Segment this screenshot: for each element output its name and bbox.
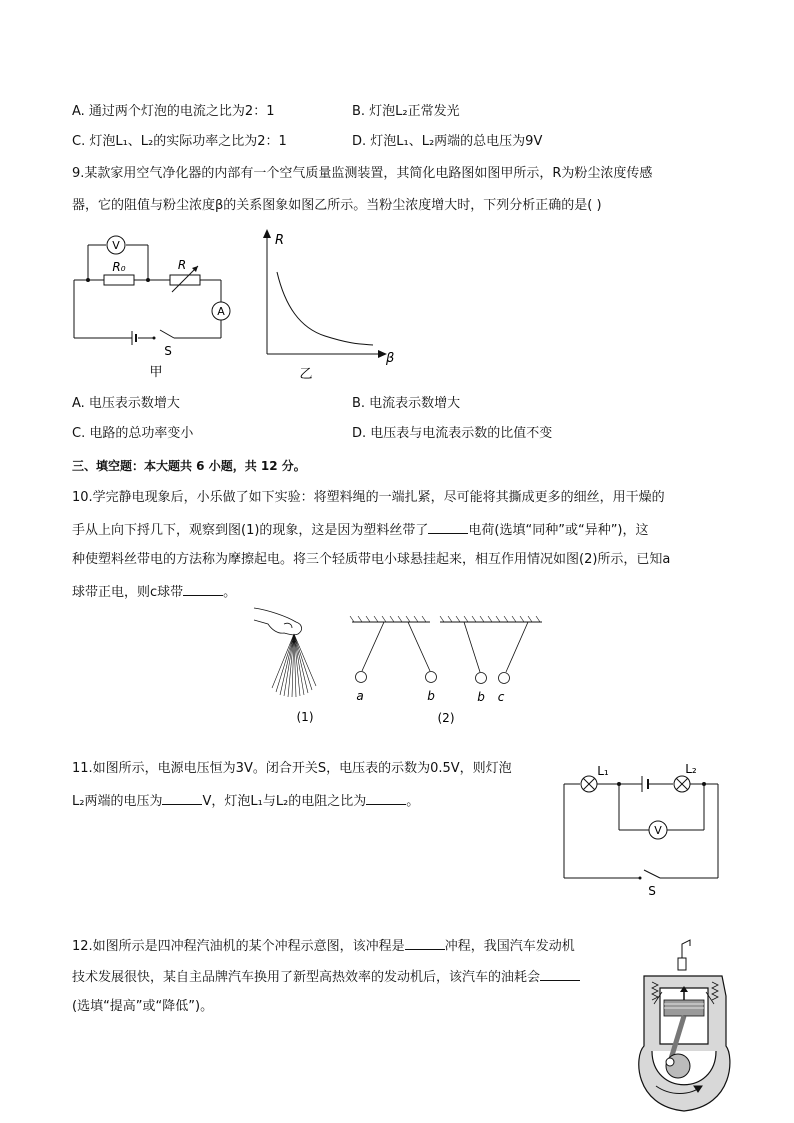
ball-b-right-label: b [477, 690, 485, 704]
ball-c-label: c [497, 690, 505, 704]
q10-line2: 手从上向下捋几下，观察到图(1)的现象，这是因为塑料丝带了 电荷(选填“同种”或“异种”)，这 [72, 520, 649, 540]
q9-circuit-jia [66, 228, 246, 383]
q10-figure-2 [348, 616, 548, 731]
q11-circuit [556, 760, 726, 900]
voltmeter-label: V [654, 824, 662, 837]
q9-stem-line1: 9.某款家用空气净化器的内部有一个空气质量监测装置，其简化电路图如图甲所示，R为粉尘浓度传感 [72, 166, 653, 181]
q10-line1: 10.学完静电现象后，小乐做了如下实验：将塑料绳的一端扎紧，尽可能将其撕成更多的细丝，用干燥的 [72, 490, 665, 505]
hand-icon [254, 608, 302, 635]
switch-label: S [648, 884, 656, 898]
r-label: R [177, 258, 187, 272]
fig-yi-caption: 乙 [299, 367, 313, 382]
plastic-strands [272, 634, 316, 697]
q12-blank-2[interactable] [540, 967, 580, 981]
section-3-heading: 三、填空题：本大题共 6 小题，共 12 分。 [72, 459, 306, 473]
q10-line3: 种使塑料丝带电的方法称为摩擦起电。将三个轻质带电小球悬挂起来，相互作用情况如图(2)所示，已知a [72, 552, 671, 567]
q12-blank-1[interactable] [405, 936, 445, 950]
l1-label: L₁ [597, 764, 609, 778]
q8-option-d: D. 灯泡L₁、L₂两端的总电压为9V [352, 134, 543, 149]
q11-line2: L₂两端的电压为 V，灯泡L₁与L₂的电阻之比为 。 [72, 791, 419, 811]
voltmeter-label: V [112, 239, 120, 252]
q12-line1: 12.如图所示是四冲程汽油机的某个冲程示意图，该冲程是 冲程，我国汽车发动机 [72, 936, 575, 956]
q10-blank-1[interactable] [428, 520, 468, 534]
q11-blank-1[interactable] [162, 791, 202, 805]
ammeter-label: A [217, 305, 225, 318]
q10-line4: 球带正电，则c球带 。 [72, 582, 236, 602]
q11-blank-2[interactable] [366, 791, 406, 805]
r-beta-curve [277, 272, 373, 345]
q12-engine-figure [630, 936, 740, 1116]
piston-icon [664, 1000, 704, 1016]
ball-b-left-label: b [427, 689, 435, 703]
ball-a [356, 672, 367, 683]
q12-line2: 技术发展很快，某自主品牌汽车换用了新型高热效率的发动机后，该汽车的油耗会 [72, 967, 580, 987]
r0-label: R₀ [112, 260, 126, 274]
switch-label: S [164, 344, 172, 358]
sensor-resistor-r [170, 275, 200, 285]
q9-stem-line2: 器，它的阻值与粉尘浓度β的关系图象如图乙所示。当粉尘浓度增大时，下列分析正确的是( ) [72, 198, 602, 213]
q9-option-d: D. 电压表与电流表示数的比值不变 [352, 426, 553, 441]
q9-graph-yi [255, 226, 405, 386]
resistor-r0 [104, 275, 134, 285]
l2-label: L₂ [685, 762, 697, 776]
graph-y-label: R [275, 233, 285, 248]
ball-b-left [426, 672, 437, 683]
q9-option-b: B. 电流表示数增大 [352, 396, 461, 411]
q9-option-c: C. 电路的总功率变小 [72, 426, 194, 441]
q9-option-a: A. 电压表示数增大 [72, 396, 180, 411]
fig-2-caption: (2) [437, 711, 455, 725]
ball-a-label: a [356, 689, 364, 703]
fig-jia-caption: 甲 [149, 365, 163, 380]
q10-figure-1 [248, 600, 338, 730]
q8-option-b: B. 灯泡L₂正常发光 [352, 104, 460, 119]
q10-blank-2[interactable] [183, 582, 223, 596]
q8-option-a: A. 通过两个灯泡的电流之比为2：1 [72, 104, 275, 119]
graph-x-label: β [386, 351, 395, 366]
fig-1-caption: (1) [296, 710, 314, 724]
q8-option-c: C. 灯泡L₁、L₂的实际功率之比为2：1 [72, 134, 287, 149]
q12-line3: (选填“提高”或“降低”)。 [72, 999, 214, 1014]
ball-b-right [476, 673, 487, 684]
ball-c [499, 673, 510, 684]
q11-line1: 11.如图所示，电源电压恒为3V。闭合开关S，电压表的示数为0.5V，则灯泡 [72, 761, 512, 776]
spark-plug-icon [678, 940, 690, 970]
